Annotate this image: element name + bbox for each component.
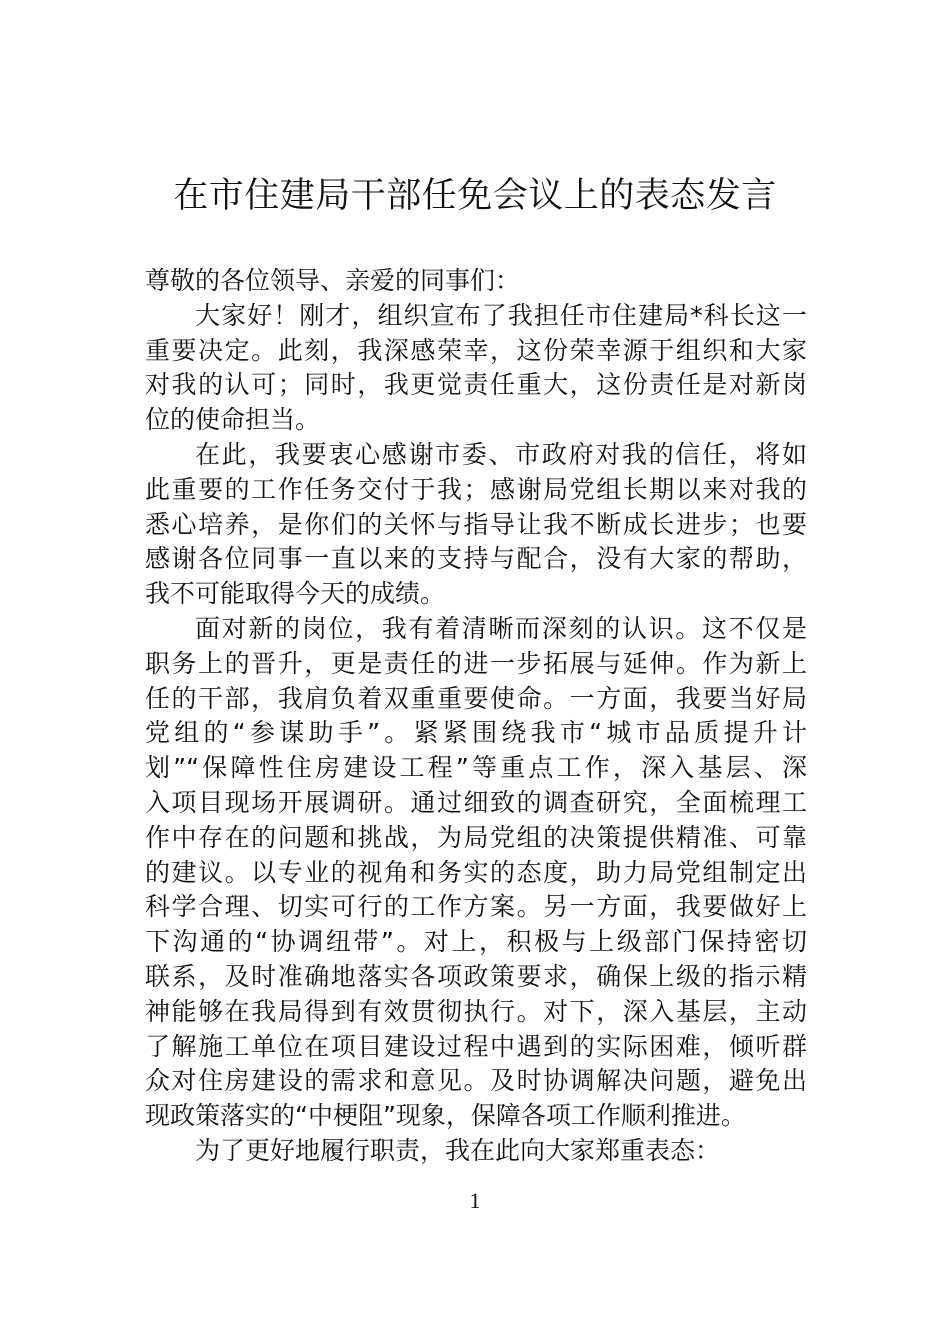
paragraph-line: 科学合理、切实可行的工作方案。另一方面，我要做好上: [145, 892, 807, 922]
salutation: 尊敬的各位领导、亲爱的同事们：: [145, 266, 521, 295]
paragraph-line: 任的干部，我肩负着双重重要使命。一方面，我要当好局: [145, 683, 807, 713]
paragraph-line: 重要决定。此刻，我深感荣幸，这份荣幸源于组织和大家: [145, 335, 807, 365]
paragraph-line: 大家好！刚才，组织宣布了我担任市住建局*科长这一: [195, 300, 807, 330]
paragraph-line: 联系，及时准确地落实各项政策要求，确保上级的指示精: [145, 961, 807, 991]
page-number: 1: [469, 1188, 481, 1213]
paragraph: [145, 1134, 807, 1169]
paragraph: [145, 438, 807, 612]
paragraph-line: 入项目现场开展调研。通过细致的调查研究，全面梳理工: [145, 787, 807, 817]
document-title: 在市住建局干部任免会议上的表态发言: [173, 176, 777, 216]
paragraph-line: 此重要的工作任务交付于我；感谢局党组长期以来对我的: [145, 474, 807, 504]
paragraph-line: 我不可能取得今天的成绩。: [145, 579, 446, 609]
document-body: [145, 264, 807, 1169]
paragraph: [145, 299, 807, 438]
paragraph-line: 现政策落实的“中梗阻”现象，保障各项工作顺利推进。: [145, 1101, 746, 1131]
paragraph-line: 作中存在的问题和挑战，为局党组的决策提供精准、可靠: [145, 822, 807, 852]
paragraph-line: 神能够在我局得到有效贯彻执行。对下，深入基层，主动: [145, 996, 807, 1026]
paragraph-line: 职务上的晋升，更是责任的进一步拓展与延伸。作为新上: [145, 648, 807, 678]
paragraph-line: 的建议。以专业的视角和务实的态度，助力局党组制定出: [145, 857, 807, 887]
paragraph-line: 众对住房建设的需求和意见。及时协调解决问题，避免出: [145, 1066, 807, 1096]
paragraph: [145, 612, 807, 1134]
paragraph-line: 为了更好地履行职责，我在此向大家郑重表态：: [195, 1135, 721, 1165]
paragraph-line: 了解施工单位在项目建设过程中遇到的实际困难，倾听群: [145, 1031, 807, 1061]
paragraph-line: 党组的“参谋助手”。紧紧围绕我市“城市品质提升计: [145, 718, 807, 748]
paragraph-line: 对我的认可；同时，我更觉责任重大，这份责任是对新岗: [145, 370, 807, 400]
paragraph-line: 悉心培养，是你们的关怀与指导让我不断成长进步；也要: [145, 509, 807, 539]
paragraph-line: 感谢各位同事一直以来的支持与配合，没有大家的帮助，: [145, 544, 807, 574]
paragraph-line: 划”“保障性住房建设工程”等重点工作，深入基层、深: [145, 753, 807, 783]
paragraph-line: 位的使命担当。: [145, 405, 321, 435]
paragraph-line: 面对新的岗位，我有着清晰而深刻的认识。这不仅是: [195, 613, 807, 643]
paragraph-line: 在此，我要衷心感谢市委、市政府对我的信任，将如: [195, 439, 807, 469]
paragraph-line: 下沟通的“协调纽带”。对上，积极与上级部门保持密切: [145, 927, 807, 957]
